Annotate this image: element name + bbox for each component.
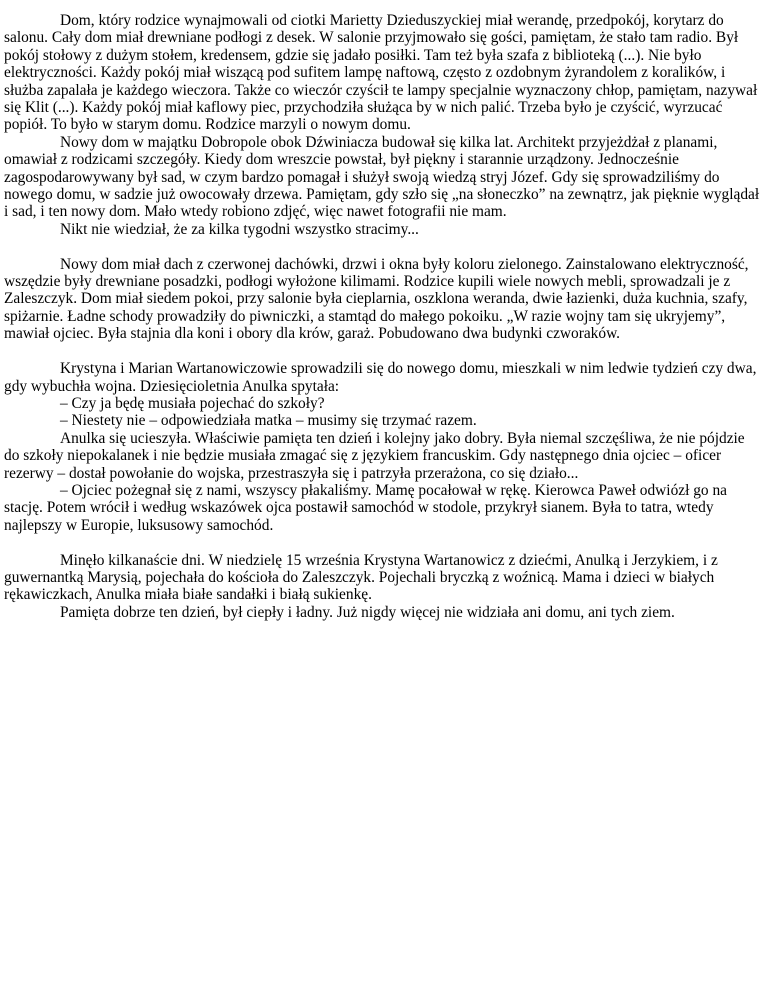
paragraph-gap bbox=[4, 534, 760, 551]
section-war-begins bbox=[4, 360, 760, 534]
paragraph: Pamięta dobrze ten dzień, był ciepły i ładny. Już nigdy więcej nie widziała ani domu, ani tych ziem. bbox=[60, 603, 675, 621]
dialogue-line: – Ojciec pożegnał się z nami, wszyscy płakaliśmy. Mamę pocałował w rękę. Kierowca Paweł odwiózł go na stację. Potem wrócił i według wskazówek ojca postawił samochód w stodole, przykrył sianem. Była to tatra, wtedy najlepszy w Europie, luksusowy samochód. bbox=[4, 481, 727, 534]
paragraph: Nowy dom miał dach z czerwonej dachówki, drzwi i okna były koloru zielonego. Zainstalowano elektryczność, wszędzie były drewniane posadzki, podłogi wyłożone kilimami. Rodzice kupili wiele nowych mebli, sprowadzali je z Zaleszczyk. Dom miał siedem pokoi, przy salonie była cieplarnia, oszklona weranda, dwie łazienki, duża kuchnia, szafy, spiżarnie. Ładne schody prowadziły do piwniczki, a stamtąd do małego pokoiku. „W razie wojny tam się ukryjemy”, mawiał ojciec. Była stajnia dla koni i obory dla krów, garaż. Pobudowano dwa budynki czworaków. bbox=[4, 255, 749, 343]
section-last-day bbox=[4, 552, 760, 622]
paragraph: Dom, który rodzice wynajmowali od ciotki Marietty Dzieduszyckiej miał werandę, przedpokój, korytarz do salonu. Cały dom miał drewniane podłogi z desek. W salonie przyjmowało się gości, pamiętam, że stało tam radio. Był pokój stołowy z dużym stołem, kredensem, gdzie się jadało posiłki. Tam też była szafa z biblioteką (...). Nie było elektryczności. Każdy pokój miał wiszącą pod sufitem lampę naftową, często z ozdobnym żyrandolem z koralików, i służba zapalała je każdego wieczora. Także co wieczór czyścił te lampy specjalnie wyznaczony chłop, pamiętam, nazywał się Klit (...). Każdy pokój miał kaflowy piec, przychodziła służąca by w nich palić. Trzeba było je czyścić, wyrzucać popiół. To było w starym domu. Rodzice marzyli o nowym domu. bbox=[4, 12, 758, 134]
paragraph-gap bbox=[4, 343, 760, 360]
dialogue-line: – Niestety nie – odpowiedziała matka – musimy się trzymać razem. bbox=[60, 412, 477, 430]
paragraph: Nikt nie wiedział, że za kilka tygodni wszystko stracimy... bbox=[60, 220, 419, 238]
paragraph: Krystyna i Marian Wartanowiczowie sprowadzili się do nowego domu, mieszkali w nim ledwie tydzień czy dwa, gdy wybuchła wojna. Dziesięcioletnia Anulka spytała: bbox=[4, 360, 757, 395]
paragraph: Minęło kilkanaście dni. W niedzielę 15 września Krystyna Wartanowicz z dziećmi, Anulką i Jerzykiem, i z guwernantką Marysią, pojechała do kościoła do Zaleszczyk. Pojechali bryczką z woźnicą. Mama i dzieci w białych rękawiczkach, Anulka miała białe sandałki i białą sukienkę. bbox=[4, 551, 718, 604]
paragraph: Anulka się ucieszyła. Właściwie pamięta ten dzień i kolejny jako dobry. Była niemal szczęśliwa, że nie pójdzie do szkoły niepokalanek i nie będzie musiała zmagać się z językiem francuskim. Gdy następnego dnia ojciec – oficer rezerwy – dostał powołanie do wojska, przestraszyła się i patrzyła przerażona, co się działo... bbox=[4, 429, 745, 482]
section-old-house bbox=[4, 12, 760, 238]
paragraph-gap bbox=[4, 238, 760, 255]
paragraph: Nowy dom w majątku Dobropole obok Dźwiniacza budował się kilka lat. Architekt przyjeżdżał z planami, omawiał z rodzicami szczegóły. Kiedy dom wreszcie powstał, był piękny i starannie urządzony. Jednocześnie zagospodarowywany był sad, w czym bardzo pomagał i służył swoją wiedzą stryj Józef. Gdy się sprowadziliśmy do nowego domu, w sadzie już owocowały drzewa. Pamiętam, gdy szło się „na słoneczko” na zewnątrz, jak pięknie wyglądał i sad, i ten nowy dom. Mało wtedy robiono zdjęć, więc nawet fotografii nie mam. bbox=[4, 133, 760, 221]
section-new-house bbox=[4, 256, 760, 343]
dialogue-line: – Czy ja będę musiała pojechać do szkoły? bbox=[60, 394, 325, 412]
document-page bbox=[4, 12, 760, 621]
